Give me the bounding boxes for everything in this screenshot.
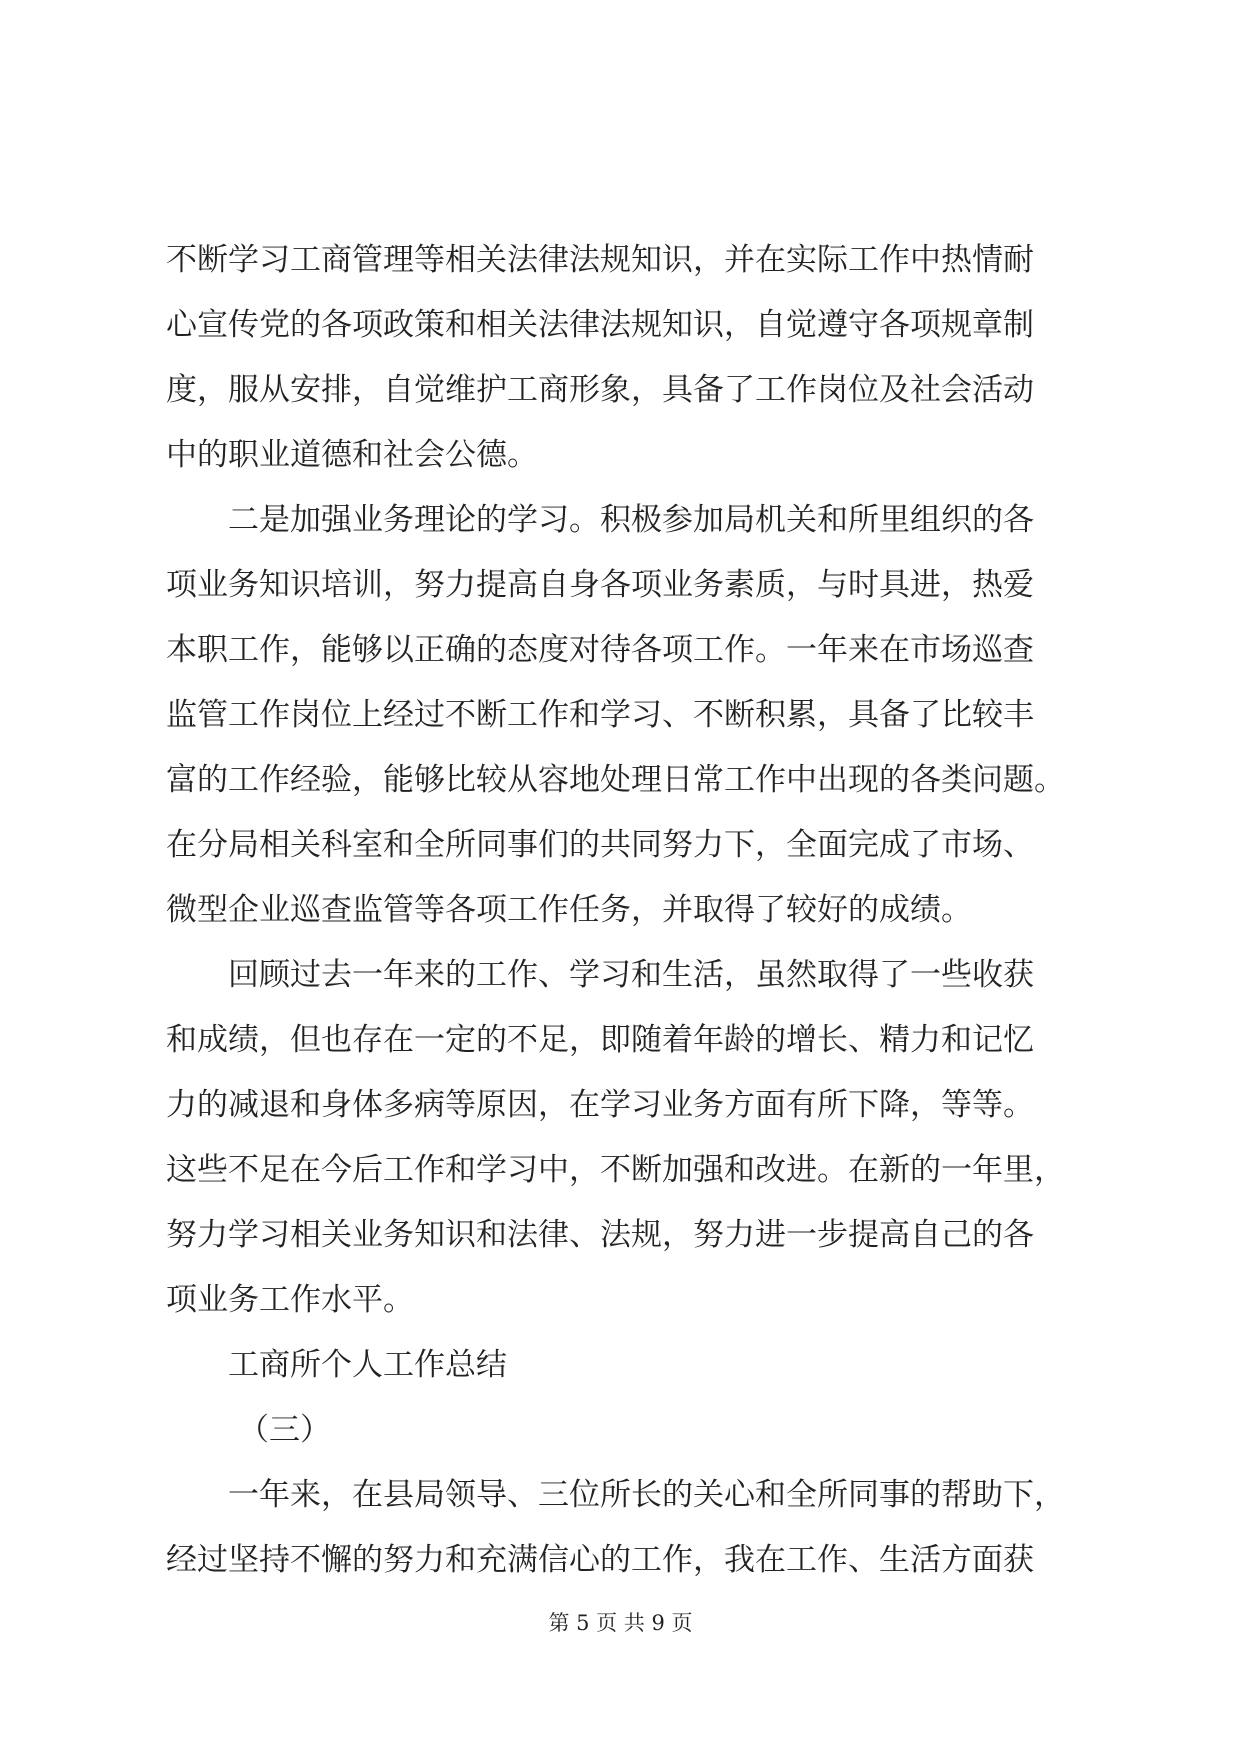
text-line: 本职工作，能够以正确的态度对待各项工作。一年来在市场巡查 (166, 632, 1034, 668)
paragraph-first-line: 二是加强业务理论的学习。积极参加局机关和所里组织的各 (228, 502, 1034, 538)
paragraph-first-line: 一年来，在县局领导、三位所长的关心和全所同事的帮助下， (228, 1477, 1065, 1513)
page-indicator: 第 5 页 共 9 页 (548, 1611, 693, 1635)
text-line: 微型企业巡查监管等各项工作任务，并取得了较好的成绩。 (166, 892, 972, 928)
text-line: 和成绩，但也存在一定的不足，即随着年龄的增长、精力和记忆 (166, 1022, 1034, 1058)
text-line: 监管工作岗位上经过不断工作和学习、不断积累，具备了比较丰 (166, 697, 1034, 733)
text-line: 项业务知识培训，努力提高自身各项业务素质，与时具进，热爱 (166, 567, 1034, 603)
text-line: 这些不足在今后工作和学习中，不断加强和改进。在新的一年里， (166, 1152, 1065, 1188)
section-number: （三） (238, 1412, 331, 1448)
text-line: 力的减退和身体多病等原因，在学习业务方面有所下降，等等。 (166, 1087, 1034, 1123)
document-body (166, 228, 1096, 1593)
paragraph-first-line: 回顾过去一年来的工作、学习和生活，虽然取得了一些收获 (228, 957, 1034, 993)
text-line: 中的职业道德和社会公德。 (166, 437, 538, 473)
text-line: 项业务工作水平。 (166, 1282, 414, 1318)
text-line: 富的工作经验，能够比较从容地处理日常工作中出现的各类问题。 (166, 762, 1065, 798)
text-line: 经过坚持不懈的努力和充满信心的工作，我在工作、生活方面获 (166, 1542, 1034, 1578)
text-line: 度，服从安排，自觉维护工商形象，具备了工作岗位及社会活动 (166, 372, 1034, 408)
text-line: 不断学习工商管理等相关法律法规知识，并在实际工作中热情耐 (166, 242, 1034, 278)
page-footer (0, 1608, 1241, 1638)
text-line: 努力学习相关业务知识和法律、法规，努力进一步提高自己的各 (166, 1217, 1034, 1253)
text-line: 在分局相关科室和全所同事们的共同努力下，全面完成了市场、 (166, 827, 1034, 863)
text-line: 心宣传党的各项政策和相关法律法规知识，自觉遵守各项规章制 (166, 307, 1034, 343)
section-title: 工商所个人工作总结 (228, 1347, 507, 1383)
